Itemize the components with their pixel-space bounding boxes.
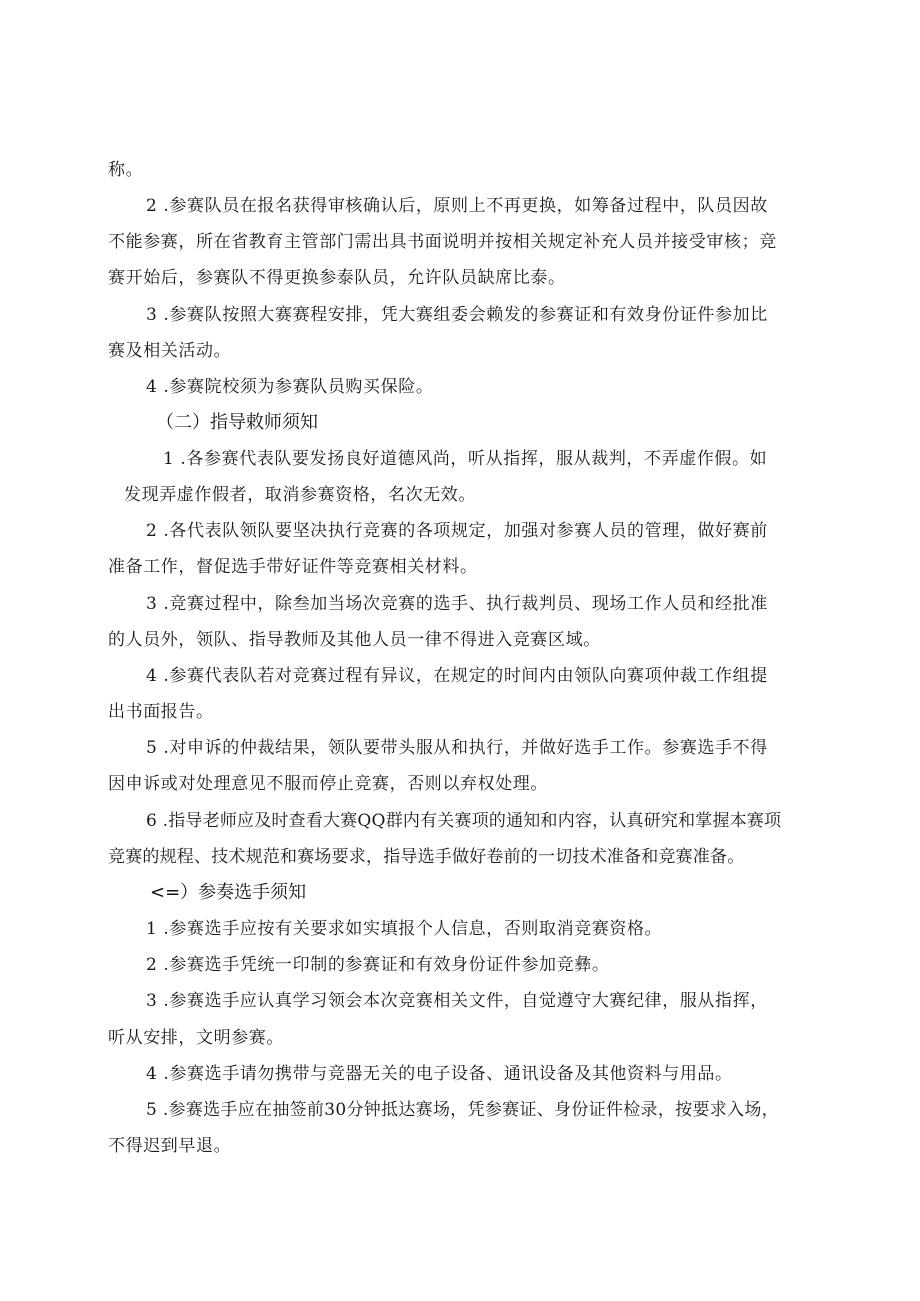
paragraph-line: 赛开始后，参赛队不得更换参泰队员，允许队员缺席比泰。 xyxy=(108,268,566,288)
paragraph-line: 的人员外，领队、指导教师及其他人员一律不得进入竞赛区域。 xyxy=(108,630,601,650)
paragraph-line: 听从安排，文明参赛。 xyxy=(108,1028,284,1048)
paragraph-line: 5 .对申诉的仲裁结果，领队要带头服从和执行，并做好选手工作。参赛选手不得 xyxy=(146,738,768,758)
paragraph-line: 2 .参赛队员在报名获得审核确认后，原则上不再更换，如筹备过程中，队员因故 xyxy=(146,196,768,216)
paragraph-line: 4 .参赛代表队若对竞赛过程有异议，在规定的时间内由领队向赛项仲裁工作组提 xyxy=(146,666,768,686)
paragraph-line: 赛及相关活动。 xyxy=(108,341,232,361)
paragraph-line: 因申诉或对处理意见不服而停止竞赛，否则以弃权处理。 xyxy=(108,774,548,794)
section-heading-3: <=）参奏选手须知 xyxy=(150,882,307,903)
paragraph-line: 不能参赛，所在省教育主管部门需出具书面说明并按相关规定补充人员并接受审核；竞 xyxy=(108,232,777,252)
section-heading-2: （二）指导敕师须知 xyxy=(156,412,318,433)
paragraph-line: 出书面报告。 xyxy=(108,702,214,722)
paragraph-line: 2 .参赛选手凭统一印制的参赛证和有效身份证件参加竞彝。 xyxy=(146,955,610,975)
paragraph-line: 3 .参赛队按照大赛赛程安排，凭大赛组委会赖发的参赛证和有效身份证件参加比 xyxy=(146,305,768,325)
paragraph-line: 发现弄虚作假者，取消参赛资格，名次无效。 xyxy=(124,485,476,505)
paragraph-line: 4 .参赛院校须为参赛队员购买保险。 xyxy=(146,377,434,397)
paragraph-line: 竞赛的规程、技术规范和赛场要求，指导选手做好卷前的一切技术准备和竞赛准备。 xyxy=(108,847,745,867)
paragraph-line: 准备工作，督促选手带好证件等竞赛相关材料。 xyxy=(108,557,478,577)
paragraph-line: 5 .参赛选手应在抽签前30分钟抵达赛场，凭参赛证、身份证件检录，按要求入场， xyxy=(146,1100,779,1120)
paragraph-line: 6 .指导老师应及时查看大赛QQ群内有关赛项的通知和内容，认真研究和掌握本赛项 xyxy=(146,811,782,831)
paragraph-line: 1 .参赛选手应按有关要求如实填报个人信息，否则取消竞赛资格。 xyxy=(146,919,663,939)
paragraph-line: 2 .各代表队领队要坚决执行竞赛的各项规定，加强对参赛人员的管理，做好赛前 xyxy=(146,521,768,541)
paragraph-line: 1 .各参赛代表队要发扬良好道德风尚，听从指挥，服从裁判，不弄虚作假。如 xyxy=(163,449,768,469)
paragraph-line: 3 .参赛选手应认真学习领会本次竞赛相关文件，自觉遵守大赛纪律，服从指挥， xyxy=(146,991,768,1011)
paragraph-line: 3 .竞赛过程中，除叁加当场次竞赛的选手、执行裁判员、现场工作人员和经批准 xyxy=(146,594,768,614)
paragraph-line: 4 .参赛选手请勿携带与竞器无关的电子设备、通讯设备及其他资料与用品。 xyxy=(146,1064,733,1084)
paragraph-line: 不得迟到早退。 xyxy=(108,1136,232,1156)
para-continuation: 称。 xyxy=(108,160,144,180)
